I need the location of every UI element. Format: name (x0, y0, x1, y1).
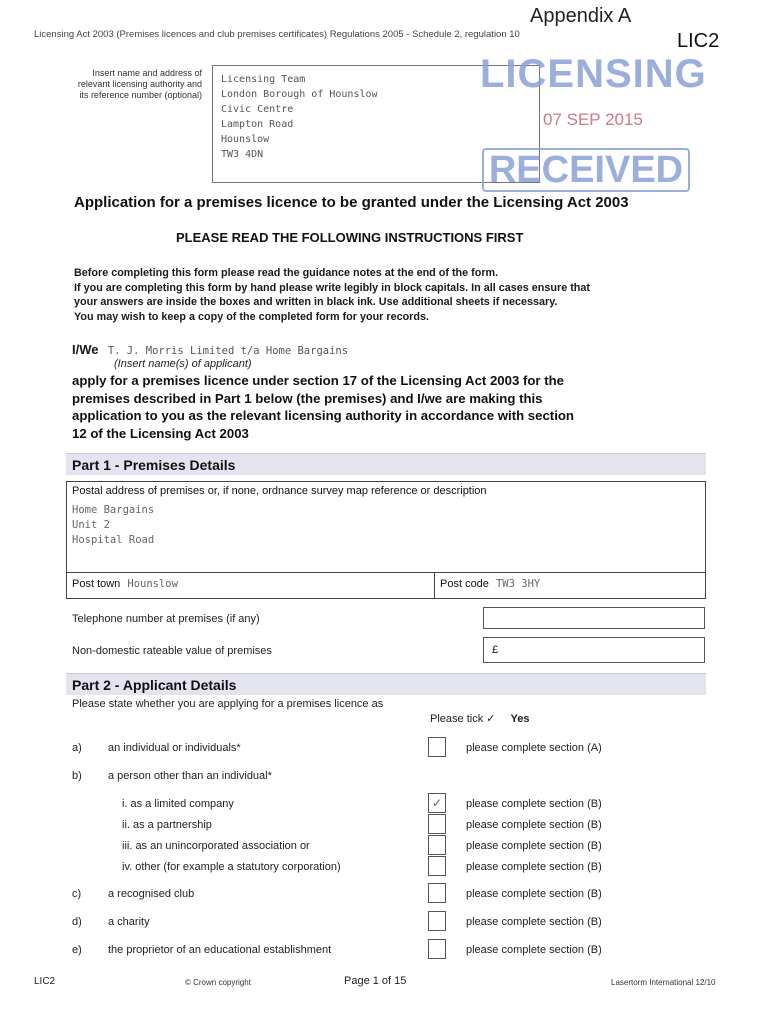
licensing-stamp: LICENSING (480, 52, 707, 96)
row-text: iv. other (for example a statutory corporation) (122, 861, 341, 873)
row-text: a charity (108, 916, 150, 928)
checkbox-educational[interactable] (428, 939, 446, 959)
received-stamp: RECEIVED (482, 148, 690, 192)
authority-line: London Borough of Hounslow (221, 89, 378, 100)
row-action: please complete section (B) (466, 888, 602, 900)
row-letter: e) (72, 944, 82, 956)
authority-line: Civic Centre (221, 104, 294, 115)
applicant-name-field[interactable]: T. J. Morris Limited t/a Home Bargains (107, 345, 349, 357)
footer-copyright: © Crown copyright (185, 978, 251, 987)
post-code-label: Post code (440, 578, 489, 590)
authority-line: TW3 4DN (221, 149, 264, 160)
row-text: i. as a limited company (122, 798, 234, 810)
post-town-value: Hounslow (127, 578, 178, 590)
row-text: a recognised club (108, 888, 195, 900)
tick-label: Please tick (430, 713, 484, 725)
apply-line: premises described in Part 1 below (the premises) and I/we are making this (72, 390, 543, 406)
telephone-field[interactable] (483, 607, 705, 629)
row-letter: d) (72, 916, 82, 928)
tick-mark-icon: ✓ (486, 713, 496, 725)
telephone-label: Telephone number at premises (if any) (72, 613, 260, 625)
yes-label: Yes (510, 713, 530, 725)
authority-label: Insert name and address of relevant licensing authority and its reference number (optional) (77, 68, 202, 100)
tick-header (430, 712, 530, 725)
authority-line: Licensing Team (221, 74, 306, 85)
page-number: Page 1 of 15 (344, 975, 407, 987)
intro-paragraph (74, 266, 590, 324)
divider (434, 572, 435, 599)
row-text: the proprietor of an educational establishment (108, 944, 332, 956)
post-code-value: TW3 3HY (495, 578, 541, 590)
row-action: please complete section (B) (466, 916, 602, 928)
post-town-field[interactable] (72, 578, 178, 590)
checkbox-limited-company[interactable] (428, 793, 446, 813)
row-action: please complete section (B) (466, 798, 602, 810)
row-action: please complete section (B) (466, 819, 602, 831)
row-text: ii. as a partnership (122, 819, 212, 831)
form-code: LIC2 (677, 30, 720, 52)
applicant-line (72, 342, 348, 357)
row-action: please complete section (B) (466, 861, 602, 873)
row-text: an individual or individuals* (108, 742, 241, 754)
apply-paragraph (72, 372, 682, 442)
intro-line: You may wish to keep a copy of the completed form for your records. (74, 310, 429, 323)
footer-form-code: LIC2 (34, 976, 56, 987)
apply-line: apply for a premises licence under section 17 of the Licensing Act 2003 for the (72, 373, 564, 388)
row-letter: b) (72, 770, 82, 782)
row-text: iii. as an unincorporated association or (122, 840, 310, 852)
intro-line: Before completing this form please read the guidance notes at the end of the form. (74, 267, 499, 279)
tick-mark-icon: ✓ (431, 796, 443, 810)
appendix-label: Appendix A (530, 5, 632, 27)
checkbox-other[interactable] (428, 856, 446, 876)
apply-line: application to you as the relevant licensing authority in accordance with section (72, 408, 574, 424)
divider (66, 572, 706, 573)
address-line: Home Bargains (72, 504, 155, 516)
received-date-stamp: 07 SEP 2015 (543, 110, 643, 129)
checkbox-individual[interactable] (428, 737, 446, 757)
row-action: please complete section (B) (466, 840, 602, 852)
part2-intro: Please state whether you are applying for a premises licence as (72, 698, 384, 710)
post-code-field[interactable] (440, 578, 540, 590)
currency-symbol: £ (492, 644, 499, 656)
part2-heading: Part 2 - Applicant Details (66, 673, 706, 695)
checkbox-recognised-club[interactable] (428, 883, 446, 903)
row-letter: a) (72, 742, 82, 754)
premises-address-field[interactable] (72, 503, 154, 548)
checkbox-partnership[interactable] (428, 814, 446, 834)
row-action: please complete section (A) (466, 742, 602, 754)
regulation-line: Licensing Act 2003 (Premises licences and club premises certificates) Regulations 2005 - Schedule 2, regulation 10 (34, 29, 520, 40)
checkbox-charity[interactable] (428, 911, 446, 931)
applicant-caption: (Insert name(s) of applicant) (114, 358, 252, 370)
footer-publisher: Lasertorm International 12/10 (611, 978, 716, 987)
intro-line: your answers are inside the boxes and written in black ink. Use additional sheets if necessary. (74, 296, 558, 308)
address-line: Unit 2 (72, 519, 110, 531)
premises-address-label: Postal address of premises or, if none, ordnance survey map reference or description (72, 485, 487, 497)
row-text: a person other than an individual* (108, 770, 272, 782)
post-town-label: Post town (72, 578, 121, 590)
intro-line: If you are completing this form by hand please write legibly in block capitals. In all cases ensure that (74, 281, 590, 294)
row-action: please complete section (B) (466, 944, 602, 956)
checkbox-unincorporated[interactable] (428, 835, 446, 855)
address-line: Hospital Road (72, 534, 155, 546)
instructions-heading: PLEASE READ THE FOLLOWING INSTRUCTIONS FIRST (176, 230, 524, 245)
apply-line: 12 of the Licensing Act 2003 (72, 425, 249, 441)
authority-line: Lampton Road (221, 119, 294, 130)
row-letter: c) (72, 888, 82, 900)
rateable-value-field[interactable] (483, 637, 705, 663)
page-title: Application for a premises licence to be granted under the Licensing Act 2003 (74, 194, 629, 211)
applicant-label: I/We (72, 342, 99, 357)
part1-heading: Part 1 - Premises Details (66, 453, 706, 475)
authority-line: Hounslow (221, 134, 270, 145)
rateable-value-label: Non-domestic rateable value of premises (72, 645, 272, 657)
